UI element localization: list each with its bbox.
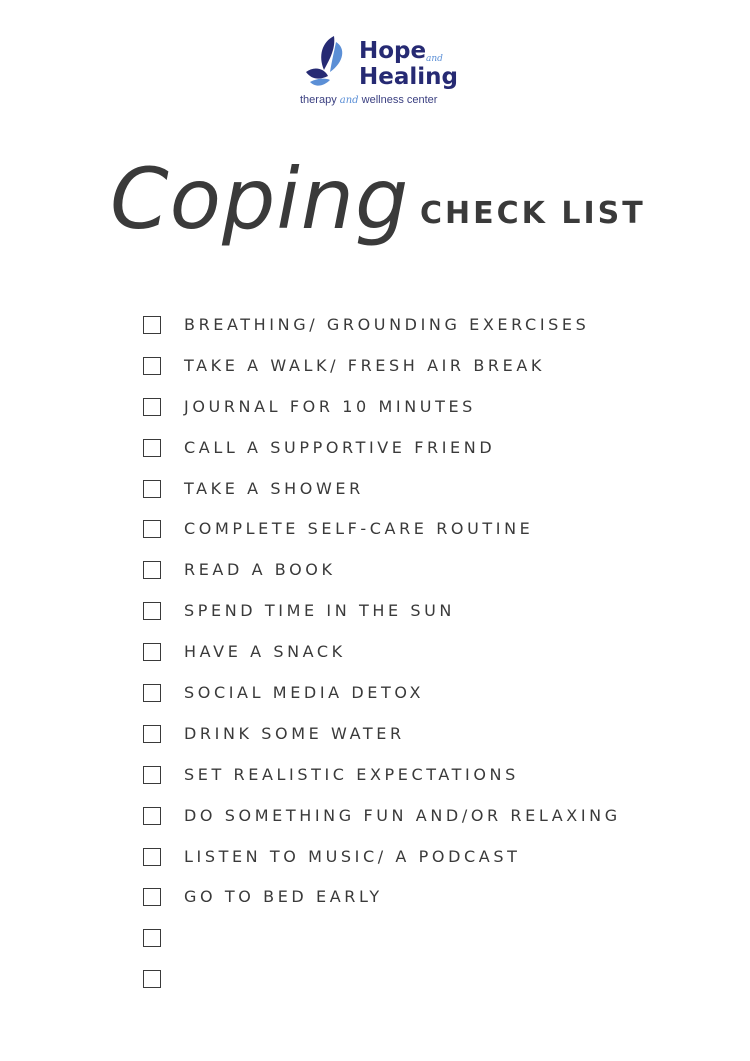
checkbox[interactable] <box>143 888 161 906</box>
coping-checklist <box>143 315 621 1010</box>
checklist-item <box>143 356 621 397</box>
checkbox[interactable] <box>143 725 161 743</box>
checklist-item <box>143 765 621 806</box>
checklist-item-label: JOURNAL FOR 10 MINUTES <box>184 396 476 416</box>
tagline-pre: therapy <box>300 94 337 106</box>
checklist-item <box>143 397 621 438</box>
checklist-item-label: TAKE A SHOWER <box>184 478 364 498</box>
logo-word-healing: Healing <box>359 64 458 90</box>
checklist-item-label: CALL A SUPPORTIVE FRIEND <box>184 437 496 457</box>
page-title <box>0 150 750 260</box>
checklist-item <box>143 724 621 765</box>
checkbox[interactable] <box>143 684 161 702</box>
checklist-item <box>143 683 621 724</box>
checklist-item-label: SPEND TIME IN THE SUN <box>184 601 455 621</box>
checklist-item-label: SET REALISTIC EXPECTATIONS <box>184 764 519 784</box>
checkbox[interactable] <box>143 929 161 947</box>
checklist-item <box>143 642 621 683</box>
checklist-item <box>143 887 621 928</box>
checklist-item-label: TAKE A WALK/ FRESH AIR BREAK <box>184 355 545 375</box>
checkbox[interactable] <box>143 766 161 784</box>
checkbox[interactable] <box>143 398 161 416</box>
checkbox[interactable] <box>143 439 161 457</box>
checklist-item-blank <box>143 969 621 1010</box>
logo-tagline <box>300 94 437 106</box>
tagline-post: wellness center <box>361 94 438 106</box>
checklist-item-blank <box>143 928 621 969</box>
butterfly-icon <box>300 32 358 90</box>
checkbox[interactable] <box>143 602 161 620</box>
checklist-item-label: DO SOMETHING FUN AND/OR RELAXING <box>184 805 621 825</box>
checkbox[interactable] <box>143 480 161 498</box>
checklist-item-label: BREATHING/ GROUNDING EXERCISES <box>184 315 590 334</box>
checklist-item-label: HAVE A SNACK <box>184 642 346 662</box>
checklist-item-label: DRINK SOME WATER <box>184 723 405 743</box>
checkbox[interactable] <box>143 807 161 825</box>
checkbox[interactable] <box>143 357 161 375</box>
checklist-item <box>143 479 621 520</box>
checklist-item <box>143 519 621 560</box>
checklist-item <box>143 315 621 356</box>
checklist-item <box>143 601 621 642</box>
checkbox[interactable] <box>143 316 161 334</box>
checkbox[interactable] <box>143 848 161 866</box>
logo-and: and <box>426 54 443 64</box>
checklist-item-label: READ A BOOK <box>184 560 336 580</box>
checklist-item-label: SOCIAL MEDIA DETOX <box>184 683 425 703</box>
logo <box>296 32 466 110</box>
title-sub-word: CHECK LIST <box>420 196 646 231</box>
checklist-item-label: COMPLETE SELF-CARE ROUTINE <box>184 519 534 539</box>
logo-word-hope: Hope <box>359 38 427 64</box>
checklist-item <box>143 560 621 601</box>
checkbox[interactable] <box>143 643 161 661</box>
checklist-item-label: LISTEN TO MUSIC/ A PODCAST <box>184 846 521 866</box>
checklist-item <box>143 806 621 847</box>
title-script-word: Coping <box>110 150 410 248</box>
tagline-and: and <box>339 95 359 106</box>
checklist-item <box>143 438 621 479</box>
checkbox[interactable] <box>143 561 161 579</box>
checkbox[interactable] <box>143 520 161 538</box>
checkbox[interactable] <box>143 970 161 988</box>
checklist-item <box>143 847 621 888</box>
checklist-item-label: GO TO BED EARLY <box>184 887 383 907</box>
